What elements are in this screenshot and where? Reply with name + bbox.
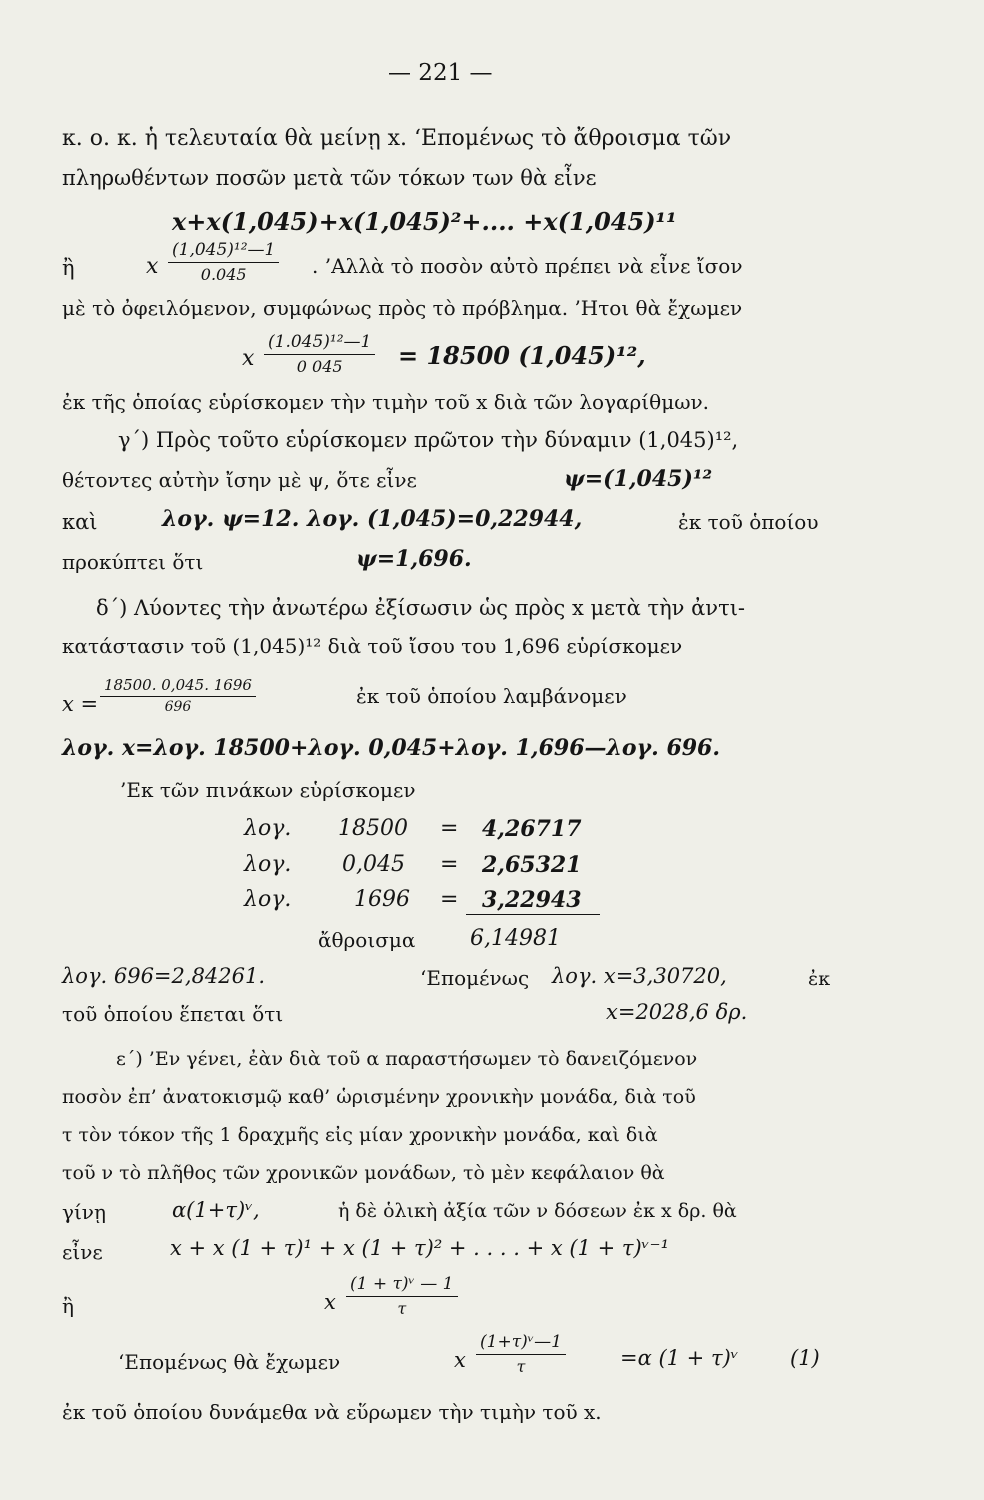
formula-fraction — [168, 240, 279, 284]
fraction-numerator: (1,045)¹²—1 — [172, 240, 276, 260]
text-line: δ΄) Λύοντες τὴν ἀνωτέρω ἐξίσωσιν ὡς πρὸς x μετὰ τὴν ἀντι- — [96, 596, 746, 620]
formula-line: λογ. x=λογ. 18500+λογ. 0,045+λογ. 1,696—λογ. 696. — [62, 735, 721, 761]
formula-var: x — [324, 1290, 336, 1314]
formula-line: x + x (1 + τ)¹ + x (1 + τ)² + . . . . + x (1 + τ)ᵛ⁻¹ — [170, 1236, 670, 1260]
formula-var: x — [242, 346, 255, 371]
fraction-denominator: τ — [346, 1296, 458, 1318]
formula-line: ψ=(1,045)¹² — [564, 466, 713, 492]
text-symbol: ἢ — [62, 256, 75, 280]
formula-line: λογ. x=3,30720, — [552, 964, 727, 988]
text-line: ἐκ τοῦ ὁποίου — [678, 510, 819, 534]
text-line: κ. ο. κ. ἡ τελευταία θὰ μείνῃ x. ‘Επομένως τὸ ἄθροισμα τῶν — [62, 126, 732, 151]
formula-line: λογ. 696=2,84261. — [62, 964, 266, 988]
fraction-denominator: 696 — [100, 696, 256, 715]
log-label: λογ. — [244, 852, 292, 877]
fraction-denominator: τ — [476, 1354, 566, 1376]
log-number: 0,045 — [342, 852, 405, 877]
text-line: πληρωθέντων ποσῶν μετὰ τῶν τόκων των θὰ εἶνε — [62, 166, 597, 190]
text-line: γίνῃ — [62, 1200, 106, 1224]
text-line: ἐκ τοῦ ὁποίου λαμβάνομεν — [356, 684, 627, 708]
text-line: μὲ τὸ ὀφειλόμενον, συμφώνως πρὸς τὸ πρόβλημα. ’Ητοι θὰ ἔχωμεν — [62, 296, 743, 320]
log-value: 2,65321 — [482, 852, 582, 878]
text-line: ’Εκ τῶν πινάκων εὑρίσκομεν — [120, 778, 416, 802]
log-number: 1696 — [354, 887, 410, 912]
text-line: τοῦ ν τὸ πλῆθος τῶν χρονικῶν μονάδων, τὸ μὲν κεφάλαιον θὰ — [62, 1162, 665, 1184]
text-line: ἐκ — [808, 968, 831, 990]
formula-line: = 18500 (1,045)¹², — [398, 341, 646, 370]
fraction-denominator: 0.045 — [168, 262, 279, 284]
text-line: τοῦ ὁποίου ἕπεται ὅτι — [62, 1002, 284, 1026]
formula-line: λογ. ψ=12. λογ. (1,045)=0,22944, — [162, 506, 583, 532]
formula-line: α(1+τ)ᵛ, — [172, 1198, 260, 1222]
text-line: γ΄) Πρὸς τοῦτο εὑρίσκομεν πρῶτον τὴν δύναμιν (1,045)¹², — [118, 428, 739, 452]
formula-fraction — [476, 1332, 566, 1376]
formula-var: x = — [62, 692, 99, 716]
formula-line: x+x(1,045)+x(1,045)²+.... +x(1,045)¹¹ — [172, 207, 677, 236]
fraction-numerator: (1+τ)ᵛ—1 — [480, 1332, 562, 1352]
log-label: λογ. — [244, 887, 292, 912]
log-equals: = — [440, 816, 459, 841]
formula-line: x=2028,6 δρ. — [606, 1000, 748, 1024]
text-line: καὶ — [62, 510, 98, 534]
text-line: ἐκ τοῦ ὁποίου δυνάμεθα νὰ εὕρωμεν τὴν τιμὴν τοῦ x. — [62, 1400, 602, 1424]
text-line: ποσὸν ἐπ’ ἀνατοκισμῷ καθ’ ὡρισμένην χρονικὴν μονάδα, διὰ τοῦ — [62, 1086, 696, 1108]
formula-var: x — [454, 1348, 466, 1372]
text-line: τ τὸν τόκον τῆς 1 δραχμῆς εἰς μίαν χρονικὴν μονάδα, καὶ διὰ — [62, 1124, 658, 1146]
text-line: ἡ δὲ ὁλικὴ ἀξία τῶν ν δόσεων ἐκ x δρ. θὰ — [338, 1200, 737, 1222]
equation-number: (1) — [790, 1346, 820, 1370]
sum-value: 6,14981 — [470, 926, 561, 951]
text-line: προκύπτει ὅτι — [62, 550, 204, 574]
text-line: . ’Αλλὰ τὸ ποσὸν αὐτὸ πρέπει νὰ εἶνε ἴσον — [312, 254, 743, 278]
formula-line: ψ=1,696. — [356, 546, 472, 572]
formula-var: x — [146, 254, 159, 279]
text-line: κατάστασιν τοῦ (1,045)¹² διὰ τοῦ ἴσου του 1,696 εὑρίσκομεν — [62, 634, 683, 658]
fraction-numerator: (1.045)¹²—1 — [268, 332, 372, 352]
formula-fraction — [100, 676, 256, 715]
log-number: 18500 — [338, 816, 408, 841]
log-value: 4,26717 — [482, 816, 582, 842]
text-symbol: ἢ — [62, 1294, 74, 1318]
text-line: θέτοντες αὐτὴν ἴσην μὲ ψ, ὅτε εἶνε — [62, 468, 417, 492]
log-value: 3,22943 — [482, 887, 582, 913]
text-line: ἐκ τῆς ὁποίας εὑρίσκομεν τὴν τιμὴν τοῦ x διὰ τῶν λογαρίθμων. — [62, 390, 710, 414]
fraction-denominator: 0 045 — [264, 354, 375, 376]
formula-line: =α (1 + τ)ᵛ — [620, 1346, 739, 1370]
sum-label: ἄθροισμα — [318, 928, 416, 952]
log-equals: = — [440, 887, 459, 912]
formula-fraction — [346, 1274, 458, 1318]
page-number: — 221 — — [388, 60, 493, 86]
text-line: ‘Επομένως θὰ ἔχωμεν — [118, 1350, 341, 1374]
text-line: εἶνε — [62, 1240, 103, 1264]
log-label: λογ. — [244, 816, 292, 841]
sum-rule — [466, 914, 600, 915]
formula-fraction — [264, 332, 375, 376]
text-line: ε΄) ’Εν γένει, ἐὰν διὰ τοῦ α παραστήσωμεν τὸ δανειζόμενον — [116, 1048, 698, 1070]
fraction-numerator: (1 + τ)ᵛ — 1 — [350, 1274, 454, 1294]
fraction-numerator: 18500. 0,045. 1696 — [104, 676, 252, 694]
log-equals: = — [440, 852, 459, 877]
text-line: ‘Επομένως — [420, 966, 530, 990]
